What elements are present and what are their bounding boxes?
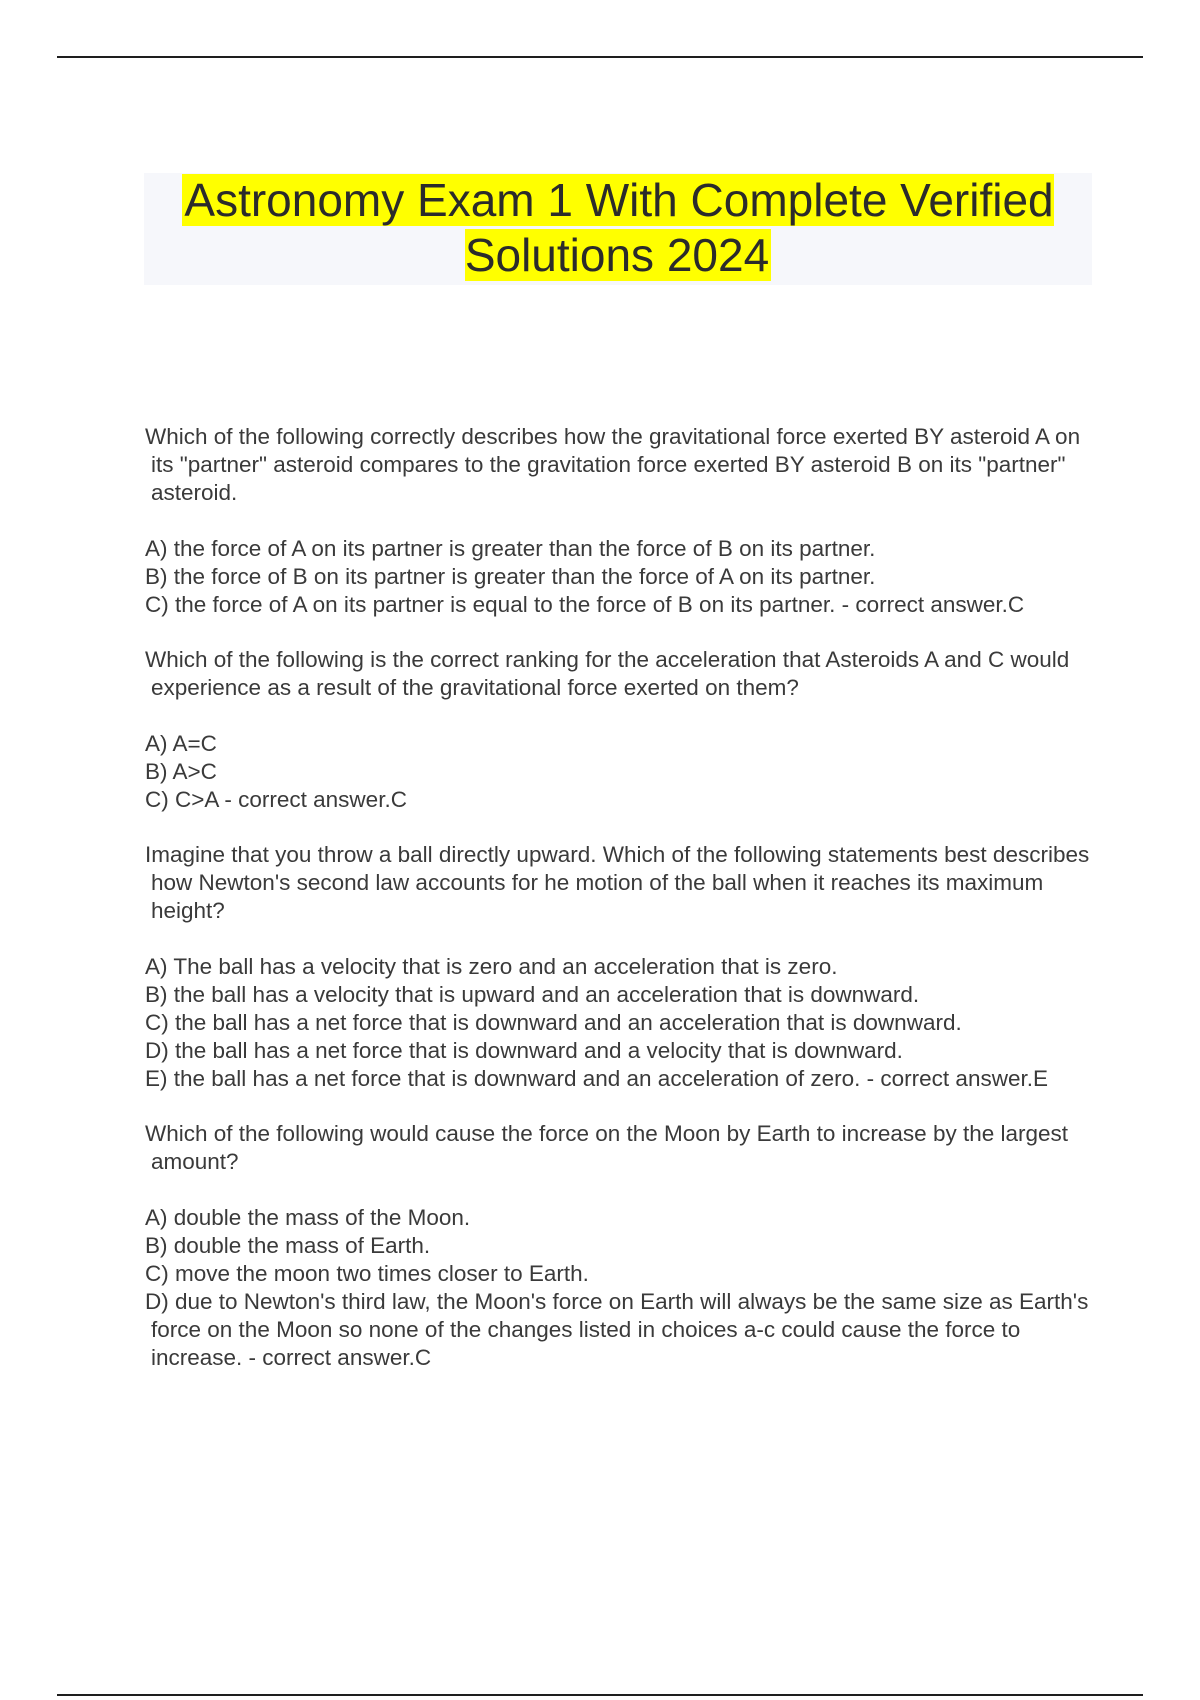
answer-option: C) C>A - correct answer.C (145, 787, 407, 812)
answer-option: B) the ball has a velocity that is upward and an acceleration that is downward. (145, 982, 920, 1007)
top-rule (57, 56, 1143, 58)
answer-option: C) move the moon two times closer to Earth. (145, 1261, 589, 1286)
answer-options (145, 730, 1095, 814)
question-block (145, 423, 1095, 619)
question-block (145, 646, 1095, 814)
answer-option: A) the force of A on its partner is greater than the force of B on its partner. (145, 536, 876, 561)
question-text: Imagine that you throw a ball directly upward. Which of the following statements best describes how Newton's second law accounts for he motion of the ball when it reaches its maximum height? (145, 842, 1090, 923)
question-block (145, 1120, 1095, 1372)
title-highlight: Astronomy Exam 1 With Complete Verified Solutions 2024 (184, 174, 1054, 281)
answer-option: A) A=C (145, 731, 217, 756)
answer-option: A) double the mass of the Moon. (145, 1205, 471, 1230)
answer-option: E) the ball has a net force that is downward and an acceleration of zero. - correct answer.E (145, 1066, 1048, 1091)
answer-option: D) due to Newton's third law, the Moon's force on Earth will always be the same size as Earth's force on the Moon so none of the changes listed in choices a-c could cause the force to increase. - correct answer.C (145, 1289, 1089, 1370)
answer-option: B) double the mass of Earth. (145, 1233, 431, 1258)
answer-options (145, 1204, 1095, 1372)
answer-option: C) the force of A on its partner is equal to the force of B on its partner. - correct answer.C (145, 592, 1025, 617)
document-title (144, 173, 1092, 283)
answer-option: C) the ball has a net force that is downward and an acceleration that is downward. (145, 1010, 962, 1035)
answer-option: B) the force of B on its partner is greater than the force of A on its partner. (145, 564, 876, 589)
answer-options (145, 535, 1095, 619)
answer-option: A) The ball has a velocity that is zero and an acceleration that is zero. (145, 954, 838, 979)
answer-option: B) A>C (145, 759, 217, 784)
answer-option: D) the ball has a net force that is downward and a velocity that is downward. (145, 1038, 903, 1063)
question-block (145, 841, 1095, 1093)
question-list (145, 423, 1095, 1399)
question-text: Which of the following correctly describes how the gravitational force exerted BY asteroid A on its "partner" asteroid compares to the gravitation force exerted BY asteroid B on its "partner" asteroid. (145, 424, 1081, 505)
question-text: Which of the following would cause the force on the Moon by Earth to increase by the largest amount? (145, 1121, 1069, 1174)
answer-options (145, 953, 1095, 1093)
question-text: Which of the following is the correct ranking for the acceleration that Asteroids A and C would experience as a result of the gravitational force exerted on them? (145, 647, 1070, 700)
bottom-rule (57, 1694, 1143, 1696)
